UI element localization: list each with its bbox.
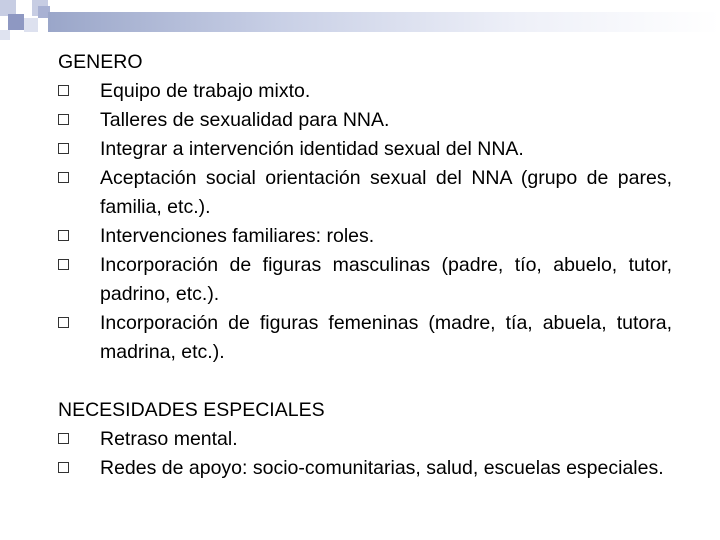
list-item xyxy=(58,77,672,106)
list-item xyxy=(58,251,672,309)
section-necesidades-especiales xyxy=(58,396,672,483)
list-item-text: Intervenciones familiares: roles. xyxy=(100,225,375,247)
hollow-square-bullet-icon xyxy=(58,259,69,270)
slide-content xyxy=(58,48,672,483)
list-item xyxy=(58,425,672,454)
list-item-text: Talleres de sexualidad para NNA. xyxy=(100,109,390,131)
list-item-text: Aceptación social orientación sexual del NNA (grupo de pares, familia, etc.). xyxy=(100,167,672,218)
list-item xyxy=(58,135,672,164)
hollow-square-bullet-icon xyxy=(58,114,69,125)
hollow-square-bullet-icon xyxy=(58,172,69,183)
section-spacer xyxy=(58,367,672,396)
hollow-square-bullet-icon xyxy=(58,317,69,328)
list-item-text: Incorporación de figuras femeninas (madre, tía, abuela, tutora, madrina, etc.). xyxy=(100,312,672,363)
section-genero xyxy=(58,48,672,367)
top-gradient-bar xyxy=(48,12,720,32)
list-item-text: Incorporación de figuras masculinas (padre, tío, abuelo, tutor, padrino, etc.). xyxy=(100,254,672,305)
list-item-text: Retraso mental. xyxy=(100,428,238,450)
list-item-text: Equipo de trabajo mixto. xyxy=(100,80,311,102)
hollow-square-bullet-icon xyxy=(58,433,69,444)
list-item-text: Integrar a intervención identidad sexual del NNA. xyxy=(100,138,524,160)
hollow-square-bullet-icon xyxy=(58,85,69,96)
list-item xyxy=(58,164,672,222)
hollow-square-bullet-icon xyxy=(58,143,69,154)
list-item xyxy=(58,222,672,251)
list-item xyxy=(58,309,672,367)
section-heading: GENERO xyxy=(58,51,143,73)
hollow-square-bullet-icon xyxy=(58,462,69,473)
list-item-text: Redes de apoyo: socio-comunitarias, salud, escuelas especiales. xyxy=(100,457,664,479)
list-item xyxy=(58,106,672,135)
hollow-square-bullet-icon xyxy=(58,230,69,241)
list-item xyxy=(58,454,672,483)
section-heading: NECESIDADES ESPECIALES xyxy=(58,399,325,421)
